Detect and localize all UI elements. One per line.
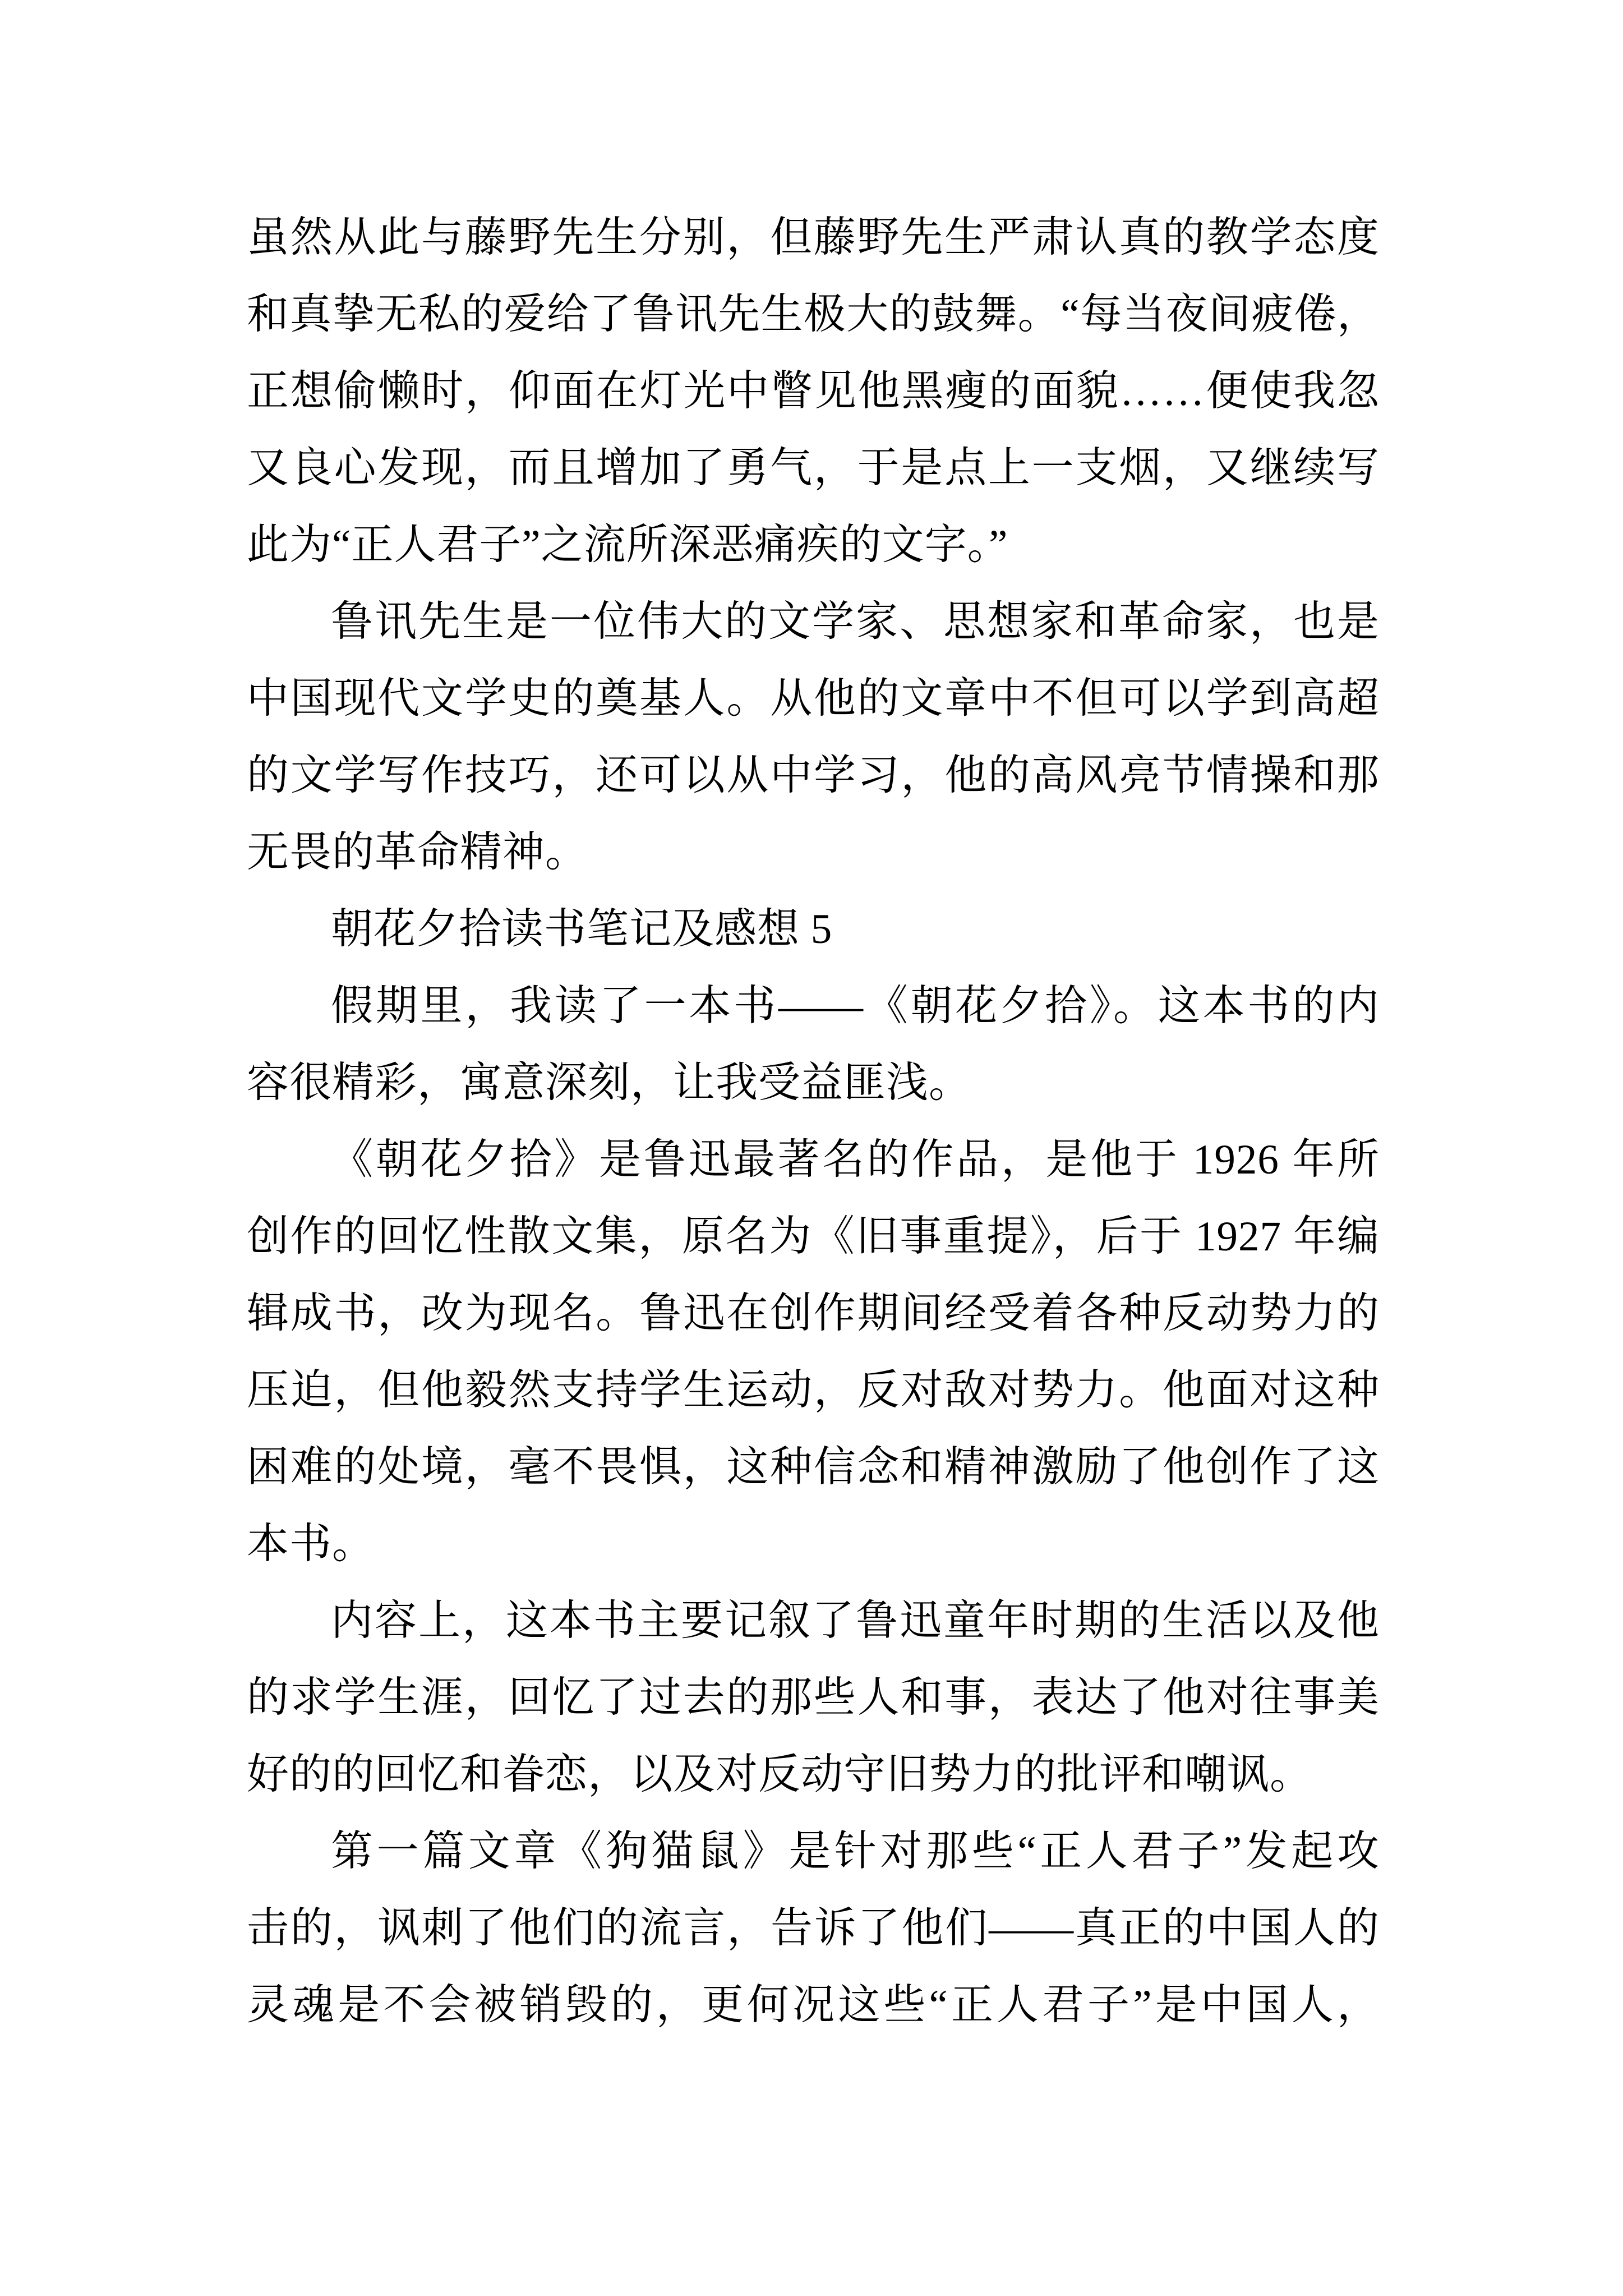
document-body [247, 199, 1380, 2044]
text-line: 和真挚无私的爱给了鲁讯先生极大的鼓舞。“每当夜间疲倦， [247, 291, 1380, 338]
text-line: 虽然从此与藤野先生分别，但藤野先生严肃认真的教学态度 [247, 214, 1380, 261]
text-line: 又良心发现，而且增加了勇气，于是点上一支烟，又继续写 [247, 445, 1380, 491]
text-line: 第一篇文章《狗猫鼠》是针对那些“正人君子”发起攻 [331, 1828, 1380, 1875]
text-line: 鲁讯先生是一位伟大的文学家、思想家和革命家，也是 [331, 599, 1380, 645]
text-line: 创作的回忆性散文集，原名为《旧事重提》，后于 1927 年编 [247, 1213, 1380, 1260]
text-line: 灵魂是不会被销毁的，更何况这些“正人君子”是中国人， [247, 1982, 1380, 2028]
text-line: 无畏的革命精神。 [247, 829, 588, 876]
text-line: 困难的处境，毫不畏惧，这种信念和精神激励了他创作了这 [247, 1444, 1380, 1490]
text-line: 压迫，但他毅然支持学生运动，反对敌对势力。他面对这种 [247, 1367, 1380, 1414]
text-line: 朝花夕拾读书笔记及感想 5 [331, 906, 833, 953]
text-line: 好的的回忆和眷恋，以及对反动守旧势力的批评和嘲讽。 [247, 1751, 1313, 1798]
text-line: 假期里，我读了一本书——《朝花夕拾》。这本书的内 [331, 983, 1380, 1029]
text-line: 中国现代文学史的奠基人。从他的文章中不但可以学到高超 [247, 675, 1380, 722]
text-line: 本书。 [247, 1521, 375, 1567]
text-line: 的求学生涯，回忆了过去的那些人和事，表达了他对往事美 [247, 1674, 1380, 1721]
text-line: 的文学写作技巧，还可以从中学习，他的高风亮节情操和那 [247, 752, 1380, 799]
text-line: 此为“正人君子”之流所深恶痛疾的文字。” [247, 522, 1008, 568]
text-line: 《朝花夕拾》是鲁迅最著名的作品，是他于 1926 年所 [331, 1137, 1380, 1183]
text-line: 容很精彩，寓意深刻，让我受益匪浅。 [247, 1060, 972, 1106]
text-line: 辑成书，改为现名。鲁迅在创作期间经受着各种反动势力的 [247, 1290, 1380, 1337]
text-line: 内容上，这本书主要记叙了鲁迅童年时期的生活以及他 [331, 1598, 1380, 1644]
text-line: 正想偷懒时，仰面在灯光中瞥见他黑瘦的面貌……便使我忽 [247, 368, 1380, 415]
text-line: 击的，讽刺了他们的流言，告诉了他们——真正的中国人的 [247, 1905, 1380, 1952]
